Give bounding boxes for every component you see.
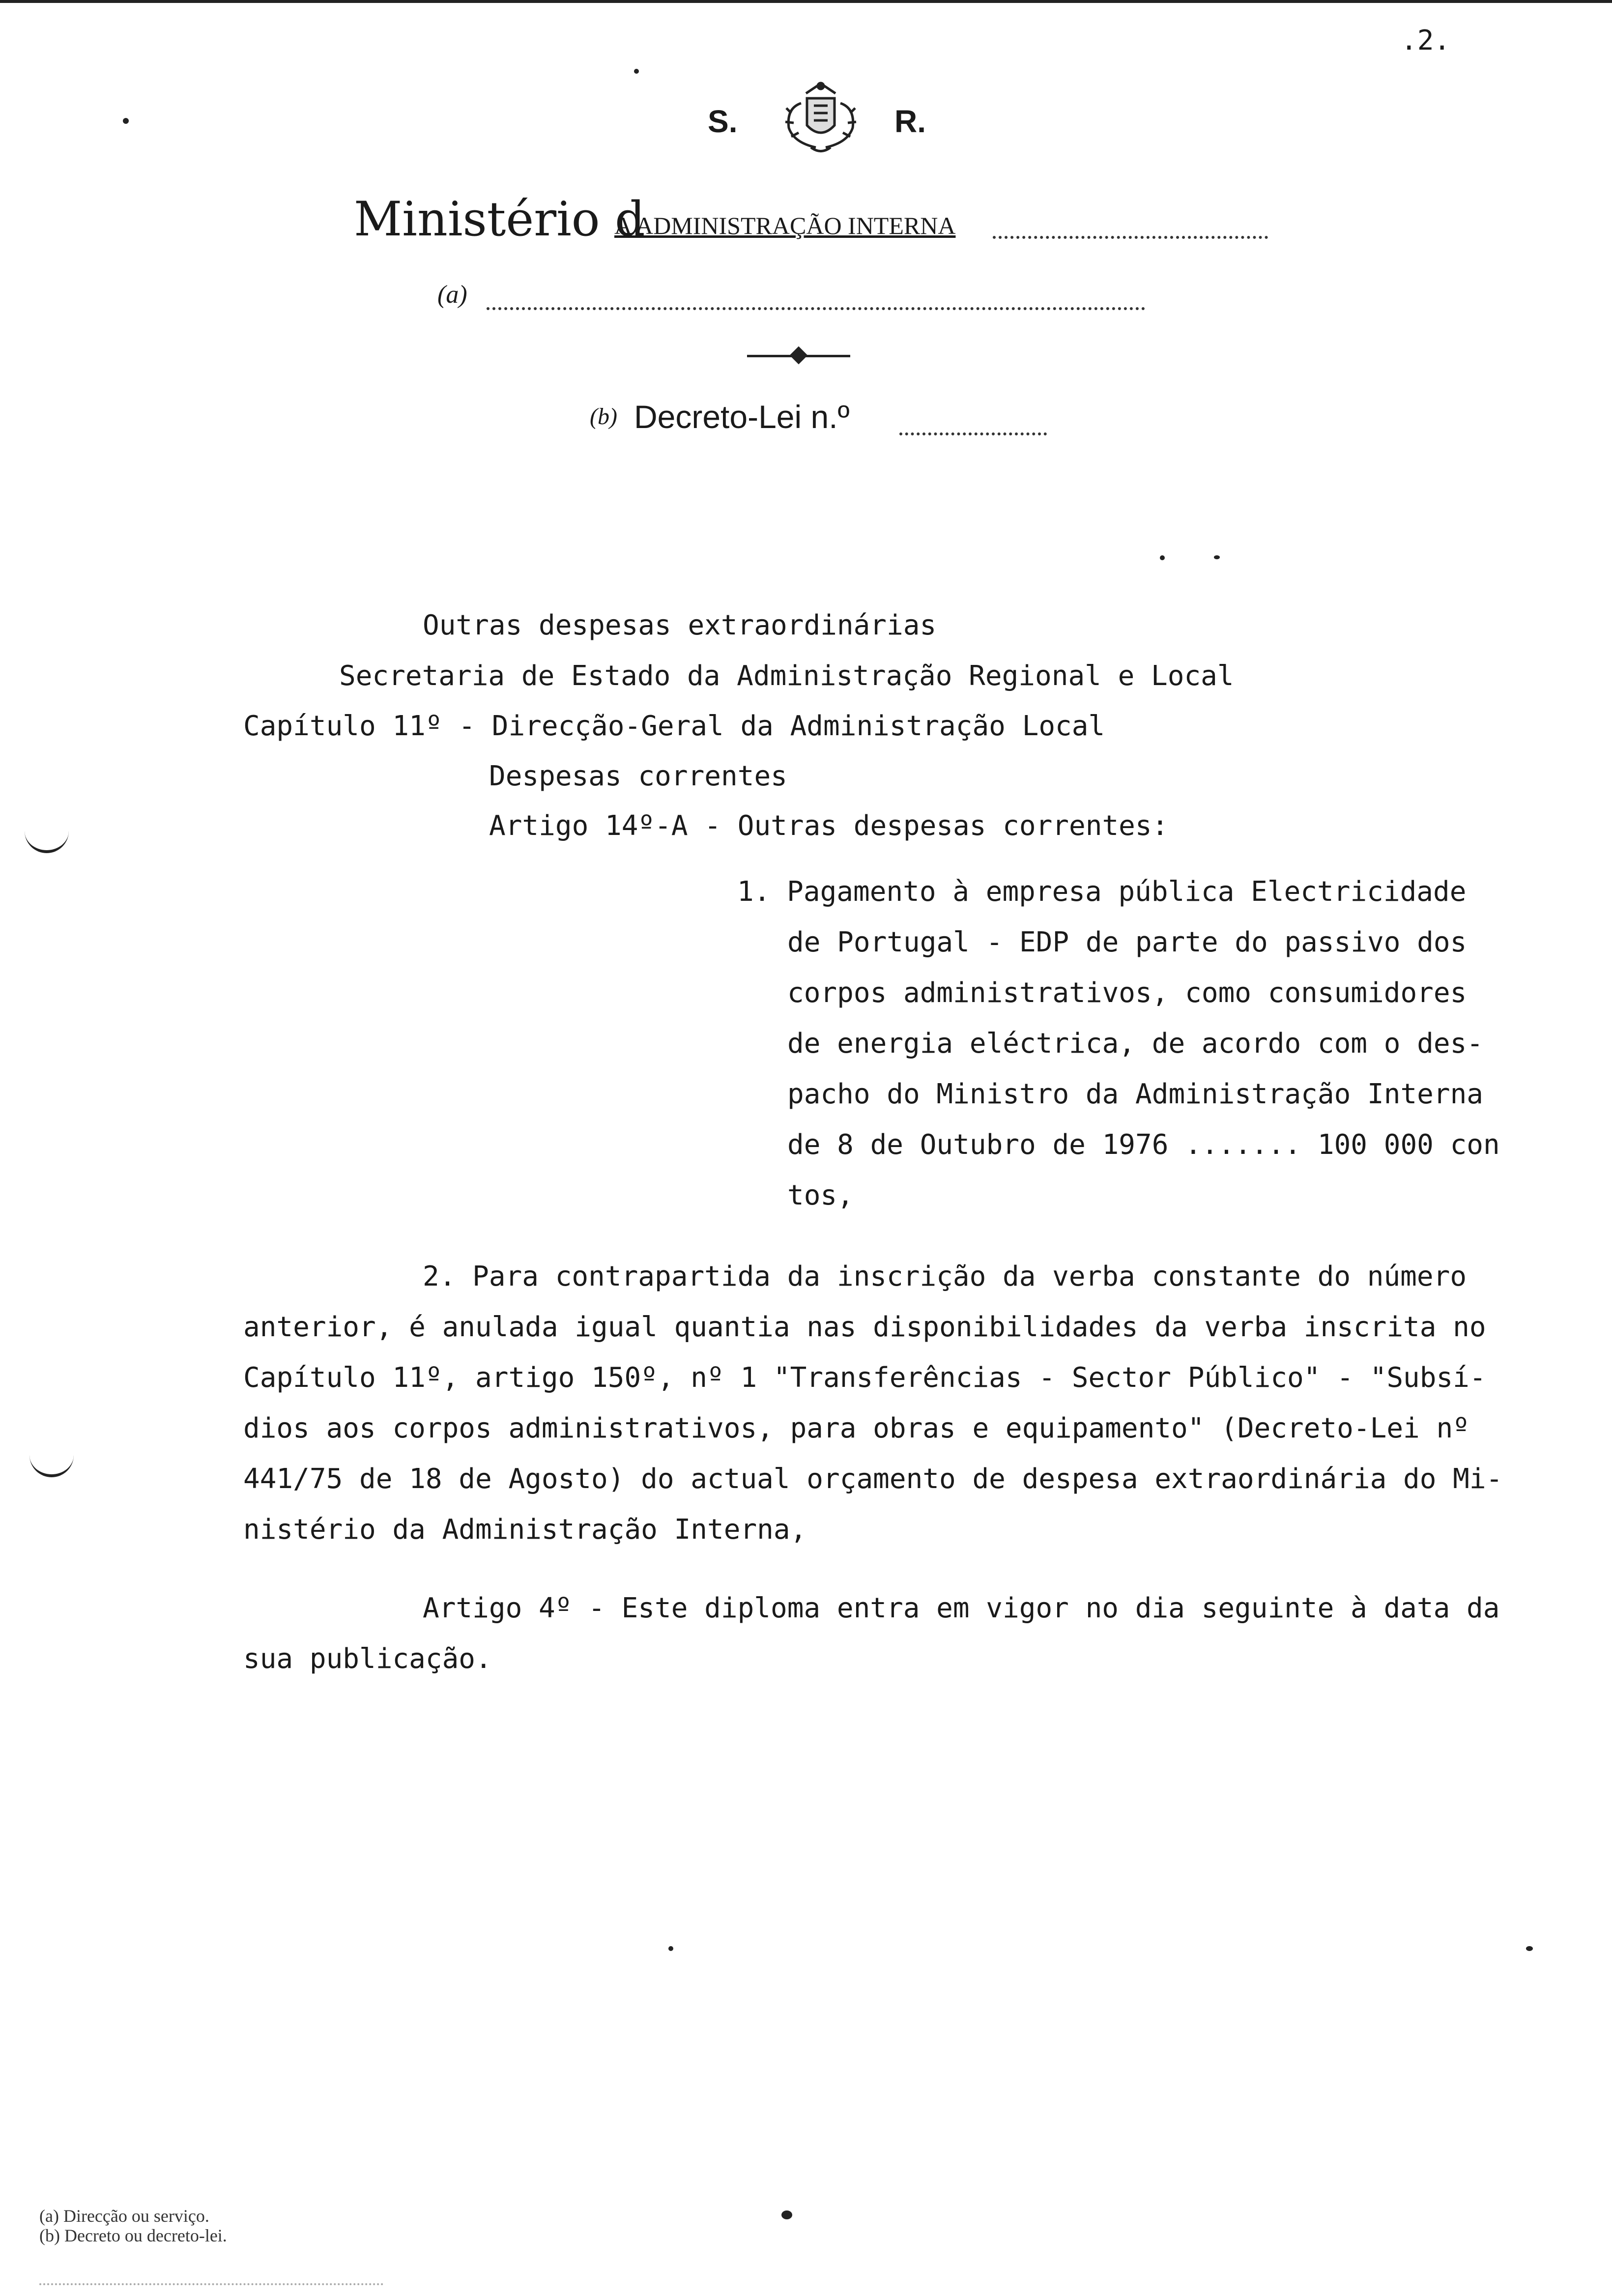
- paragraph-2-line: Capítulo 11º, artigo 150º, nº 1 "Transferências - Sector Público" - "Subsí-: [243, 1362, 1486, 1394]
- expense-type-line: Despesas correntes: [489, 760, 787, 792]
- footnote-faded-line: [39, 2278, 383, 2285]
- scan-speck: [668, 1946, 673, 1951]
- letterhead-s: S.: [708, 104, 738, 139]
- top-rule: [0, 0, 1612, 3]
- paragraph-2-line: dios aos corpos administrativos, para obras e equipamento" (Decreto-Lei nº: [243, 1412, 1469, 1444]
- article-4-line: sua publicação.: [243, 1643, 492, 1675]
- field-a-label: (a): [437, 281, 467, 309]
- item-1-line: 1. Pagamento à empresa pública Electricidade: [737, 876, 1467, 908]
- footnote-a: (a) Direcção ou serviço.: [39, 2206, 209, 2226]
- paragraph-2-line: 441/75 de 18 de Agosto) do actual orçamento de despesa extraordinária do Mi-: [243, 1463, 1503, 1495]
- scan-speck: [1160, 555, 1165, 560]
- letterhead: [0, 79, 1612, 157]
- binding-mark: [25, 831, 69, 853]
- field-a-dotted-line: [487, 307, 1145, 310]
- item-1-line: corpos administrativos, como consumidores: [787, 977, 1467, 1009]
- ministry-prefix: Ministério d: [354, 192, 645, 247]
- article-line: Artigo 14º-A - Outras despesas correntes:: [489, 810, 1169, 842]
- footnote-b: (b) Decreto ou decreto-lei.: [39, 2226, 227, 2245]
- decree-dotted-line: [899, 432, 1047, 435]
- ministry-dotted-line: [993, 236, 1268, 239]
- paragraph-2-line: 2. Para contrapartida da inscrição da verba constante do número: [423, 1261, 1467, 1292]
- item-1-line: tos,: [787, 1179, 854, 1211]
- scan-speck: [123, 118, 129, 124]
- binding-mark: [29, 1455, 74, 1477]
- field-a-line: [437, 280, 1204, 319]
- decree-marker: (b): [590, 403, 617, 430]
- scan-speck: [1526, 1946, 1533, 1951]
- item-1-line: de energia eléctrica, de acordo com o des-: [787, 1028, 1484, 1060]
- secretariat-line: Secretaria de Estado da Administração Regional e Local: [339, 660, 1234, 692]
- item-1-line: pacho do Ministro da Administração Interna: [787, 1078, 1484, 1110]
- article-4-line: Artigo 4º - Este diploma entra em vigor no dia seguinte à data da: [423, 1592, 1500, 1624]
- paragraph-2-line: anterior, é anulada igual quantia nas disponibilidades da verba inscrita no: [243, 1311, 1486, 1343]
- coat-of-arms-icon: [772, 79, 870, 157]
- scan-speck: [634, 69, 639, 74]
- decree-line: [590, 398, 1071, 447]
- divider-diamond-icon: [790, 346, 808, 365]
- letterhead-r: R.: [894, 104, 926, 139]
- scan-speck: [781, 2210, 792, 2219]
- item-1-line: de 8 de Outubro de 1976 ....... 100 000 con: [787, 1129, 1500, 1161]
- chapter-line: Capítulo 11º - Direcção-Geral da Administração Local: [243, 710, 1105, 742]
- item-1-line: de Portugal - EDP de parte do passivo dos: [787, 926, 1467, 958]
- decree-label: Decreto-Lei n.º: [634, 399, 850, 435]
- page-number: .2.: [1401, 25, 1451, 57]
- section-heading: Outras despesas extraordinárias: [423, 609, 937, 641]
- ministry-line: [354, 192, 1288, 246]
- scan-speck: [1214, 555, 1220, 559]
- paragraph-2-line: nistério da Administração Interna,: [243, 1514, 807, 1546]
- ministry-name: A ADMINISTRAÇÃO INTERNA: [614, 212, 956, 239]
